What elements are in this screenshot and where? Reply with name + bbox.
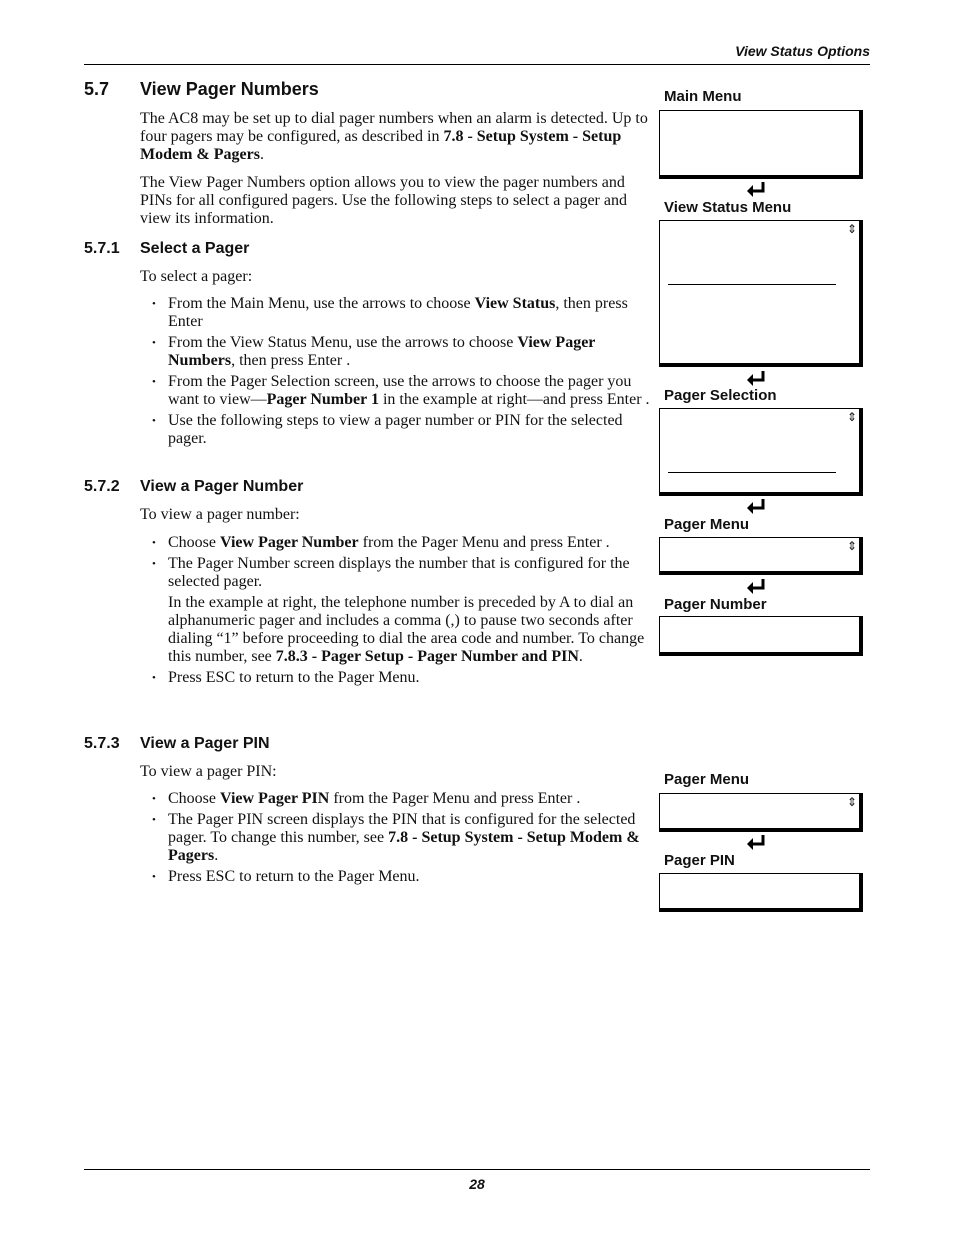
enter-icon [745,369,769,389]
list-text: , then press Enter [168,295,628,330]
section-number: 5.7.3 [84,735,120,752]
list-item [140,534,652,552]
list-text: From the View Status Menu, use the arrows to choose [168,334,518,351]
up-down-arrow-icon: ⇕ [846,222,857,236]
pager-pin-label: Pager PIN [664,852,735,869]
cross-reference: 7.8 - Setup System - Setup Modem & Pagers [140,128,622,163]
list-item [140,295,652,331]
selection-underline [668,472,836,473]
pager-selection-screen [659,408,863,496]
menu-option: Pager Number 1 [266,391,379,408]
pager-selection-label: Pager Selection [664,387,777,404]
selection-underline [668,284,836,285]
list-text: Choose [168,790,220,807]
list-text: , then press Enter . [231,352,351,369]
list-item: • Press ESC to return to the Pager Menu. [140,868,652,886]
list-text: in the example at right—and press Enter . [378,391,650,408]
list-item: • The Pager Number screen displays the number that is configured for the selected pager. [140,555,652,591]
menu-option: View Pager PIN [220,790,330,807]
view-status-menu-label: View Status Menu [664,199,792,216]
list-text: from the Pager Menu and press Enter . [329,790,581,807]
section-heading-5-7-1 [84,240,249,258]
section-number: 5.7.2 [84,478,120,495]
list-text: Choose [168,534,220,551]
list-item [140,334,652,370]
pager-pin-screen [659,873,863,912]
view-number-steps [140,534,652,690]
main-menu-label: Main Menu [664,88,742,105]
menu-option: View Pager Number [220,534,359,551]
list-text: In the example at right, the telephone number is preceded by A to dial an alphanumeric pager and includes a comma (,) to pause two seconds after dialing “1” before proceeding to dial the area code and number. To change this number, see [168,594,645,665]
list-item: • Press ESC to return to the Pager Menu. [140,669,652,687]
section-heading-5-7-3 [84,735,270,753]
list-text: From the Pager Selection screen, use the arrows to choose the pager you want to view— [168,373,632,408]
pager-menu-screen [659,537,863,575]
paragraph-text: . [259,146,264,163]
pager-menu-label-2: Pager Menu [664,771,750,788]
pager-menu-screen-2 [659,793,863,832]
list-item [140,790,652,808]
select-pager-intro: To select a pager: [140,268,253,285]
section-title: View a Pager PIN [140,735,270,752]
paragraph-intro [140,110,652,164]
up-down-arrow-icon: ⇕ [846,795,857,809]
section-number: 5.7 [84,79,110,99]
menu-option: View Pager Numbers [168,334,596,369]
section-heading-5-7-2 [84,478,303,496]
enter-icon [745,497,769,517]
enter-icon [745,833,769,853]
menu-option: View Status [474,295,556,312]
select-pager-steps [140,295,652,451]
enter-icon [745,577,769,597]
section-number: 5.7.1 [84,240,120,257]
paragraph-overview: The View Pager Numbers option allows you to view the pager numbers and PINs for all configured pagers. Use the following steps to select a pager and view its information. [140,174,627,227]
view-status-menu-screen [659,220,863,367]
section-title: View a Pager Number [140,478,304,495]
view-pin-intro: To view a pager PIN: [140,763,277,780]
pager-number-label: Pager Number [664,596,767,613]
list-text: From the Main Menu, use the arrows to choose [168,295,475,312]
section-heading-5-7 [84,79,319,100]
list-item: • Use the following steps to view a pager number or PIN for the selected pager. [140,412,652,448]
cross-reference: 7.8.3 - Pager Setup - Pager Number and PIN [275,648,579,665]
pager-menu-label: Pager Menu [664,516,750,533]
list-text: . [214,847,219,864]
list-text: The Pager PIN screen displays the PIN that is configured for the selected pager. To change this number, see [168,811,636,846]
list-text: . [578,648,583,665]
view-number-intro: To view a pager number: [140,506,300,523]
paragraph-text: The AC8 may be set up to dial pager numbers when an alarm is detected. Up to four pagers may be configured, as described in [140,110,648,145]
list-text: from the Pager Menu and press Enter . [358,534,610,551]
section-title: View Pager Numbers [140,79,319,99]
running-header: View Status Options [735,43,870,59]
main-menu-screen [659,110,863,179]
section-title: Select a Pager [140,240,250,257]
view-pin-steps [140,790,652,889]
up-down-arrow-icon: ⇕ [846,539,857,553]
page-number: 28 [469,1176,485,1192]
list-item-continuation [140,594,652,666]
header-rule [84,64,870,65]
footer-rule [84,1169,870,1170]
cross-reference: 7.8 - Setup System - Setup Modem & Pagers [168,829,640,864]
pager-number-screen [659,616,863,656]
list-item [140,373,652,409]
list-item [140,811,652,865]
enter-icon [745,180,769,200]
up-down-arrow-icon: ⇕ [846,410,857,424]
